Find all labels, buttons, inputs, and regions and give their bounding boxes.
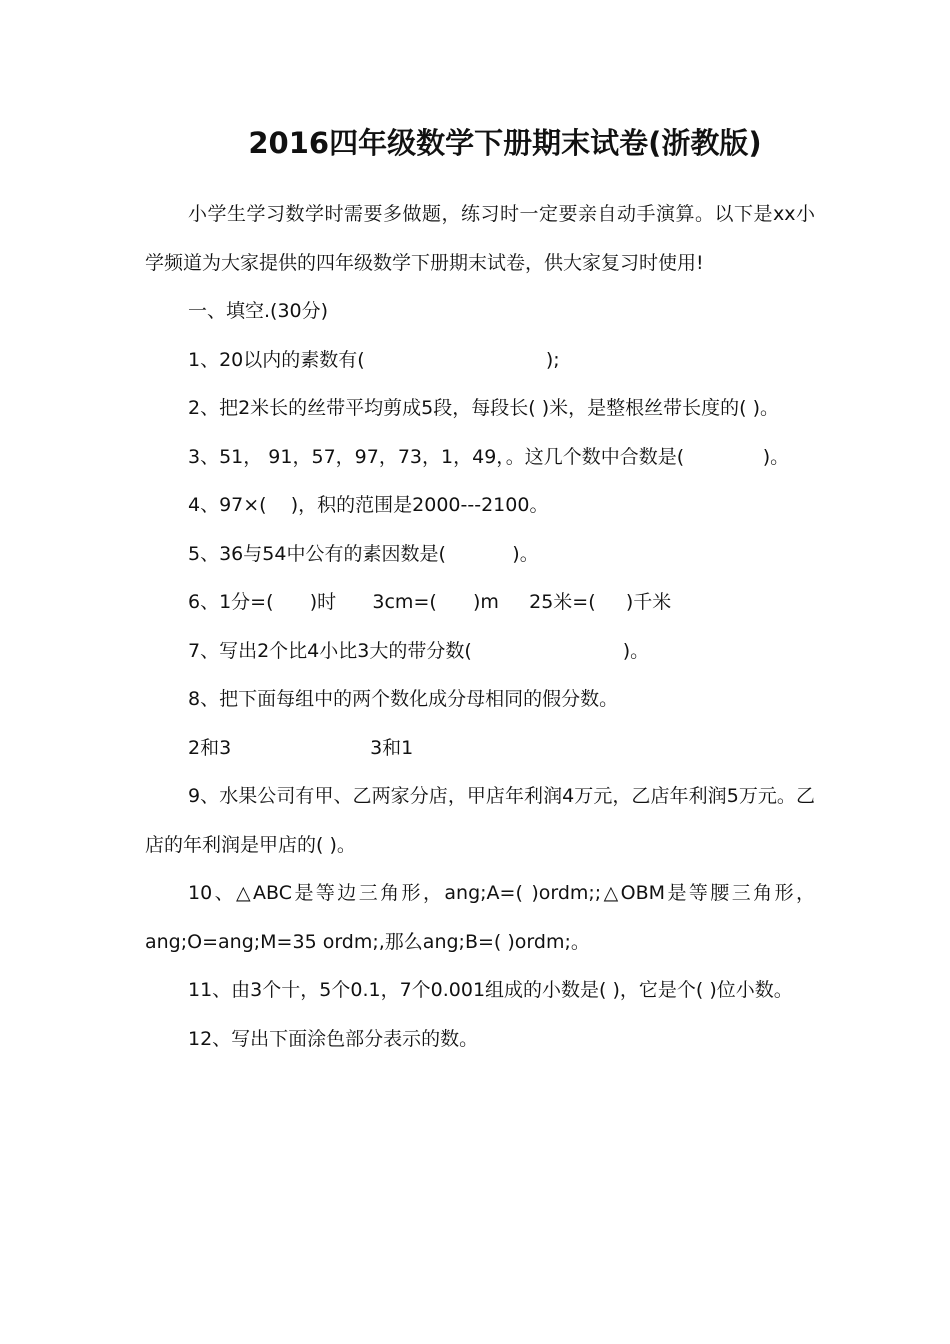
question-6: 6、1分=( )时 3cm=( )m 25米=( )千米 xyxy=(188,591,672,613)
question-1: 1、20以内的素数有( ); xyxy=(188,348,560,371)
question-8: 8、把下面每组中的两个数化成分母相同的假分数。 xyxy=(188,688,619,710)
question-11: 11、由3个十，5个0.1，7个0.001组成的小数是( )，它是个( )位小数。 xyxy=(188,979,793,1001)
question-7: 7、写出2个比4小比3大的带分数( )。 xyxy=(188,639,650,662)
question-4: 4、97×( )，积的范围是2000---2100。 xyxy=(188,494,549,516)
question-2: 2、把2米长的丝带平均剪成5段，每段长( )米，是整根丝带长度的( )。 xyxy=(188,397,779,419)
question-12: 12、写出下面涂色部分表示的数。 xyxy=(188,1027,479,1050)
intro-paragraph: 小学生学习数学时需要多做题，练习时一定要亲自动手演算。以下是xx小学频道为大家提供的四年级数学下册期末试卷，供大家复习时使用! xyxy=(145,203,815,274)
question-10: 10、△ABC是等边三角形，ang;A=( )ordm;;△OBM是等腰三角形，ang;O=ang;M=35 ordm;,那么ang;B=( )ordm;。 xyxy=(145,882,815,953)
document-title: 2016四年级数学下册期末试卷(浙教版) xyxy=(248,126,762,160)
question-3: 3、51， 91，57，97，73，1，49，。这几个数中合数是( )。 xyxy=(188,445,790,468)
section-heading: 一、填空.(30分) xyxy=(188,300,329,322)
question-8-pairs: 2和3 3和1 xyxy=(188,736,414,759)
question-5: 5、36与54中公有的素因数是( )。 xyxy=(188,542,539,565)
document-body xyxy=(145,190,815,1063)
question-9: 9、水果公司有甲、乙两家分店，甲店年利润4万元，乙店年利润5万元。乙店的年利润是甲店的( )。 xyxy=(145,785,815,856)
